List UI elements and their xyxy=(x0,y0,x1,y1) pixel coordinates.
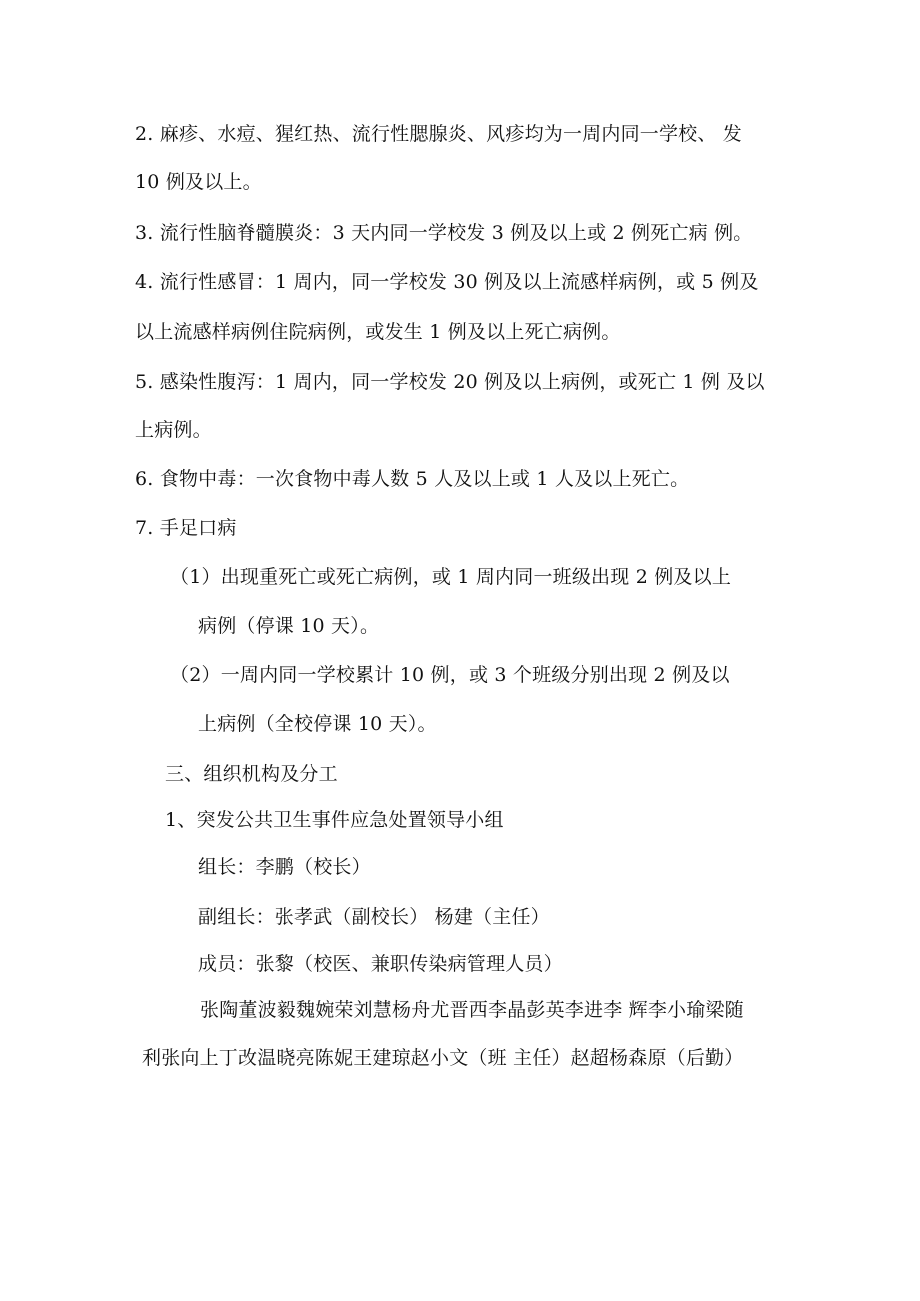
members-list-line-2: 利张向上丁改温晓亮陈妮王建琼赵小文（班 主任）赵超杨森原（后勤） xyxy=(142,1047,744,1069)
members-line: 成员：张黎（校医、兼职传染病管理人员） xyxy=(198,953,563,975)
item-2-line-1: 2. 麻疹、水痘、猩红热、流行性腮腺炎、风疹均为一周内同一学校、 发 xyxy=(135,123,743,145)
subsection-1-heading: 1、突发公共卫生事件应急处置领导小组 xyxy=(165,809,504,831)
item-6-line-1: 6. 食物中毒：一次食物中毒人数 5 人及以上或 1 人及以上死亡。 xyxy=(135,468,690,490)
item-3-line-1: 3. 流行性脑脊髓膜炎：3 天内同一学校发 3 例及以上或 2 例死亡病 例。 xyxy=(135,222,753,244)
item-5-line-2: 上病例。 xyxy=(135,419,212,441)
item-7-heading: 7. 手足口病 xyxy=(135,517,237,539)
item-4-line-1: 4. 流行性感冒：1 周内，同一学校发 30 例及以上流感样病例，或 5 例及 xyxy=(135,271,759,293)
deputy-leader-line: 副组长：张孝武（副校长） 杨建（主任） xyxy=(198,906,550,928)
item-7-sub-2-line-1: （2）一周内同一学校累计 10 例，或 3 个班级分别出现 2 例及以 xyxy=(170,664,730,686)
item-5-line-1: 5. 感染性腹泻：1 周内，同一学校发 20 例及以上病例，或死亡 1 例 及以 xyxy=(135,371,765,393)
item-4-line-2: 以上流感样病例住院病例，或发生 1 例及以上死亡病例。 xyxy=(135,321,621,343)
item-7-sub-1-line-1: （1）出现重死亡或死亡病例，或 1 周内同一班级出现 2 例及以上 xyxy=(170,566,732,588)
item-7-sub-1-line-2: 病例（停课 10 天）。 xyxy=(198,615,380,637)
item-2-line-2: 10 例及以上。 xyxy=(135,171,262,193)
section-3-heading: 三、组织机构及分工 xyxy=(165,763,338,785)
item-7-sub-2-line-2: 上病例（全校停课 10 天）。 xyxy=(198,713,437,735)
members-list-line-1: 张陶董波毅魏婉荣刘慧杨舟尤晋西李晶彭英李进李 辉李小瑜梁随 xyxy=(200,999,744,1021)
group-leader-line: 组长：李鹏（校长） xyxy=(198,856,371,878)
